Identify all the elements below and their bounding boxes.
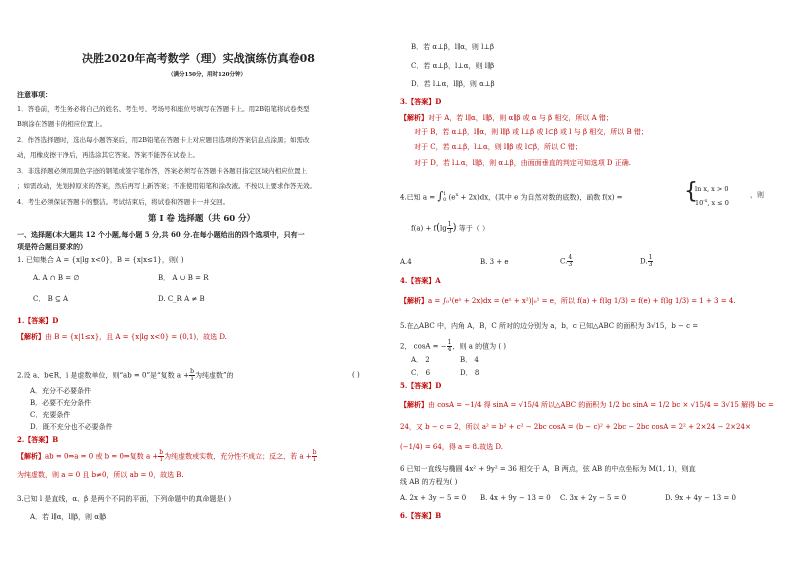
q2-stem [17, 369, 234, 382]
section1-heading-cont: 项是符合题目要求的） [17, 242, 87, 251]
q2-exp-frac-den-2: i [313, 456, 316, 463]
q4-option-d-den: 3 [648, 261, 653, 268]
q4-explanation [400, 296, 736, 306]
q1-explanation-text: 由 B = {x|1≤x}，且 A = {x|lg x<0} = (0,1)，故选 D. [45, 333, 227, 341]
q6-option-a: A. 2x + 3y − 5 = 0 [400, 494, 467, 502]
q2-explanation [17, 450, 317, 463]
notice-line: 动，用橡皮擦干净后，再选涂其它答案。答案不能答在试卷上。 [17, 151, 199, 159]
q1-explanation [17, 332, 227, 342]
q3-option-a: A．若 l∥α，l∥β，则 α∥β [30, 513, 107, 521]
q4-stem-b: (e [448, 193, 456, 202]
piecewise-brace: { [684, 179, 698, 204]
q1-stem: 1. 已知集合 A = {x|lg x<0}，B = {x|x≤1}，则( ) [17, 256, 184, 264]
piecewise-case-2-sup: -x [703, 199, 708, 204]
q4-option-c-label: C. [560, 257, 568, 266]
q6-option-c: C. 3x + 2y − 5 = 0 [560, 494, 627, 502]
q2-explanation-post: 为纯虚数或实数，充分性不成立；反之，若 a + [164, 452, 312, 461]
q2-option-d: D．既不充分也不必要条件 [30, 423, 113, 431]
q1-option-c: C． B ⊆ A [33, 295, 69, 303]
q3-explanation-line: 对于 D，若 l⊥α，l∥β，则 α⊥β，由面面垂直的判定可知选项 D 正确. [414, 159, 631, 167]
piecewise-case-2-cond: , x ≤ 0 [707, 199, 729, 208]
notice-heading: 注意事项： [17, 90, 52, 99]
notice-line: B填涂在答题卡的相应位置上。 [17, 120, 107, 128]
q4-stem-d: ，则 [750, 191, 764, 199]
q2-option-b: B．必要不充分条件 [30, 399, 92, 407]
q5-explanation [400, 400, 774, 410]
q4-line2-frac-num: 1 [447, 221, 452, 228]
q2-exp-frac-num: b [159, 449, 164, 456]
piecewise-case-2 [695, 197, 729, 208]
notice-line: 3．非选择题必须用黑色字迹的钢笔或签字笔作答，答案必须写在答题卡各题目指定区域内相应位置上 [17, 167, 308, 175]
piecewise-case-2-base: 10 [695, 199, 704, 208]
q6-option-d: D. 9x + 4y − 13 = 0 [665, 494, 736, 502]
piecewise-case-1: ln x, x > 0 [695, 185, 729, 193]
q6-stem-line2: 线 AB 的方程为( ) [400, 478, 458, 486]
q5-option-c: C． 6 [411, 369, 431, 377]
q2-frac-den: i [191, 375, 193, 382]
q6-stem: 6 已知一直线与椭圆 4x² + 9y² = 36 相交于 A，B 两点，弦 AB 的中点坐标为 M(1, 1)，则直 [400, 465, 696, 473]
q3-answer: 3.【答案】D [400, 97, 442, 106]
notice-line: 4．考生必须保证答题卡的整洁。考试结束后，将试卷和答题卡一并交回。 [17, 198, 230, 206]
q5-answer: 5.【答案】D [400, 381, 442, 390]
q5-explanation-line3: (−1/4) = 64，得 a = 8.故选 D. [400, 443, 504, 451]
q5-frac-den: 4 [447, 346, 452, 353]
q2-stem-post: 为纯虚数”的 [194, 371, 234, 380]
notice-line: ；如需改动，先划掉原来的答案，然后再写上新答案；不准使用铅笔和涂改液。不按以上要求作答无效。 [17, 182, 316, 190]
q4-stem-c: + 2x)dx，(其中 e 为自然对数的底数)，函数 f(x) = [458, 193, 623, 202]
q4-option-c [560, 255, 573, 268]
q3-explanation-line: 对于 A，若 l∥α，l∥β，则 α∥β 或 α 与 β 相交，所以 A 错； [428, 114, 613, 122]
q1-option-a: A. A ∩ B = ∅ [33, 274, 80, 282]
q2-explanation-pre: ab = 0⇒a = 0 或 b = 0⇒复数 a + [45, 452, 159, 461]
q4-stem-a: 4.已知 a = [400, 193, 436, 202]
q4-line2-lg: lg [440, 224, 447, 233]
q4-answer: 4.【答案】A [400, 276, 441, 285]
q2-explanation-line2: 为纯虚数，则 a = 0 且 b≠0，所以 ab = 0，故选 B. [17, 471, 184, 479]
q4-line2-frac-den: 3 [447, 228, 452, 235]
q4-line2-b: 等于（ ） [458, 224, 489, 233]
part1-heading: 第 I 卷 选择题（共 60 分） [148, 214, 256, 224]
explanation-label: 【解析】 [400, 296, 428, 305]
q3-stem: 3.已知 l 是直线，α、β 是两个不同的平面，下列命题中的真命题是( ) [17, 495, 232, 503]
q4-option-c-frac [567, 255, 573, 268]
notice-line: 2．作答选择题时，选出每小题答案后，用2B铅笔在答题卡上对应题目选项的答案信息点涂黑；如需改 [17, 136, 310, 144]
q5-line2-b: ，则 a 的值为 ( ) [452, 342, 507, 351]
exam-subtitle: （满分150分，用时120分钟） [168, 72, 246, 78]
q3-explanation [400, 113, 613, 123]
q3-option-c: C．若 α⊥β，l⊥α，则 l∥β [411, 62, 495, 70]
q2-answer-paren: ( ) [352, 371, 360, 379]
q4-explanation-text: a = ∫₀¹(eˣ + 2x)dx = (eˣ + x²)|₀¹ = e，所以 f(a) + f(lg 1/3) = f(e) + f(lg 1/3) = 1 + 3 = 4. [428, 297, 736, 305]
q4-option-b: B. 3 + e [480, 258, 509, 266]
q2-frac-num: b [190, 368, 194, 375]
integral-bounds [443, 191, 446, 203]
q2-exp-fraction-2 [312, 450, 318, 463]
explanation-label: 【解析】 [17, 451, 45, 461]
q2-exp-frac-den: i [160, 456, 163, 463]
q4-stem [400, 191, 623, 203]
q2-option-a: A．充分不必要条件 [30, 387, 92, 395]
q4-stem-b-sup: x [455, 192, 459, 198]
paren-open: ( [436, 222, 441, 234]
q5-stem: 5.在△ABC 中，内角 A，B，C 所对的边分别为 a，b，c 已知△ABC 的面积为 3√15，b − c = [400, 322, 699, 330]
q1-option-b: B． A ∪ B = R [158, 274, 209, 282]
notice-line: 1．答卷前，考生务必将自己的姓名、考生号、考场号和座位号填写在答题卡上。用2B铅笔将试卷类型 [17, 105, 310, 113]
q5-option-a: A． 2 [411, 356, 430, 364]
integral-lower: 0 [443, 197, 447, 204]
paren-close: ) [452, 222, 457, 234]
q4-line2-a: f(a) + f [411, 224, 437, 233]
q2-exp-frac-num-2: b [312, 449, 317, 456]
exam-title: 决胜2020年高考数学（理）实战演练仿真卷08 [82, 52, 315, 65]
q3-explanation-line: 对于 C，若 α⊥β，l⊥α，则 l∥β 或 l⊂β，所以 C 错； [414, 143, 582, 151]
q5-explanation-line1: 由 cosA = −1/4 得 sinA = √15/4 所以△ABC 的面积为 1/2 bc sinA = 1/2 bc × √15/4 = 3√15 解得 bc = [428, 401, 774, 409]
q4-option-d-label: D. [640, 257, 648, 266]
q2-option-c: C．充要条件 [30, 411, 71, 419]
q6-answer: 6.【答案】B [400, 511, 442, 520]
q4-option-c-num: 4 [568, 254, 573, 261]
q4-option-d-frac [648, 255, 654, 268]
q5-frac-num: 1 [447, 339, 452, 346]
q5-stem-line2 [400, 340, 506, 353]
q4-option-a: A.4 [400, 258, 412, 266]
q5-explanation-line2: 24，又 b − c = 2，所以 a² = b² + c² − 2bc cosA = (b − c)² + 2bc − 2bc cosA = 2² + 2×24 − 2×24× [400, 423, 751, 431]
q2-answer: 2.【答案】B [17, 435, 59, 444]
explanation-label: 【解析】 [400, 400, 428, 409]
q4-option-c-den: 3 [568, 261, 573, 268]
q3-option-b: B．若 α⊥β，l∥α，则 l⊥β [411, 43, 495, 51]
q4-option-d-num: 1 [648, 254, 653, 261]
q1-answer: 1.【答案】D [17, 316, 59, 325]
q3-option-d: D．若 l⊥α，l∥β，则 α⊥β [411, 80, 495, 88]
q5-line2-a: 2， cosA = − [400, 342, 447, 351]
q2-stem-pre: 2.设 a、b∈R，i 是虚数单位，则“ab = 0”是“复数 a + [17, 371, 190, 380]
explanation-label: 【解析】 [17, 332, 45, 341]
integral-sign: ∫ [437, 189, 444, 203]
section1-heading: 一、选择题(本大题共 12 个小题,每小题 5 分,共 60 分.在每小题给出的四个选项中，只有一 [17, 230, 305, 239]
q4-option-d [640, 255, 653, 268]
q3-explanation-line: 对于 B，若 α⊥β，l∥α，则 l∥β 或 l⊥β 或 l⊂β 或 l 与 β 相交，所以 B 错； [414, 128, 648, 136]
q5-option-b: B． 4 [460, 356, 479, 364]
q5-option-d: D． 8 [460, 369, 480, 377]
explanation-label: 【解析】 [400, 113, 428, 122]
integral-upper: 1 [443, 191, 447, 198]
q4-stem-line2 [411, 222, 489, 235]
q1-option-d: D. C_R A ≠ B [158, 295, 205, 303]
q6-option-b: B. 4x + 9y − 13 = 0 [480, 494, 551, 502]
